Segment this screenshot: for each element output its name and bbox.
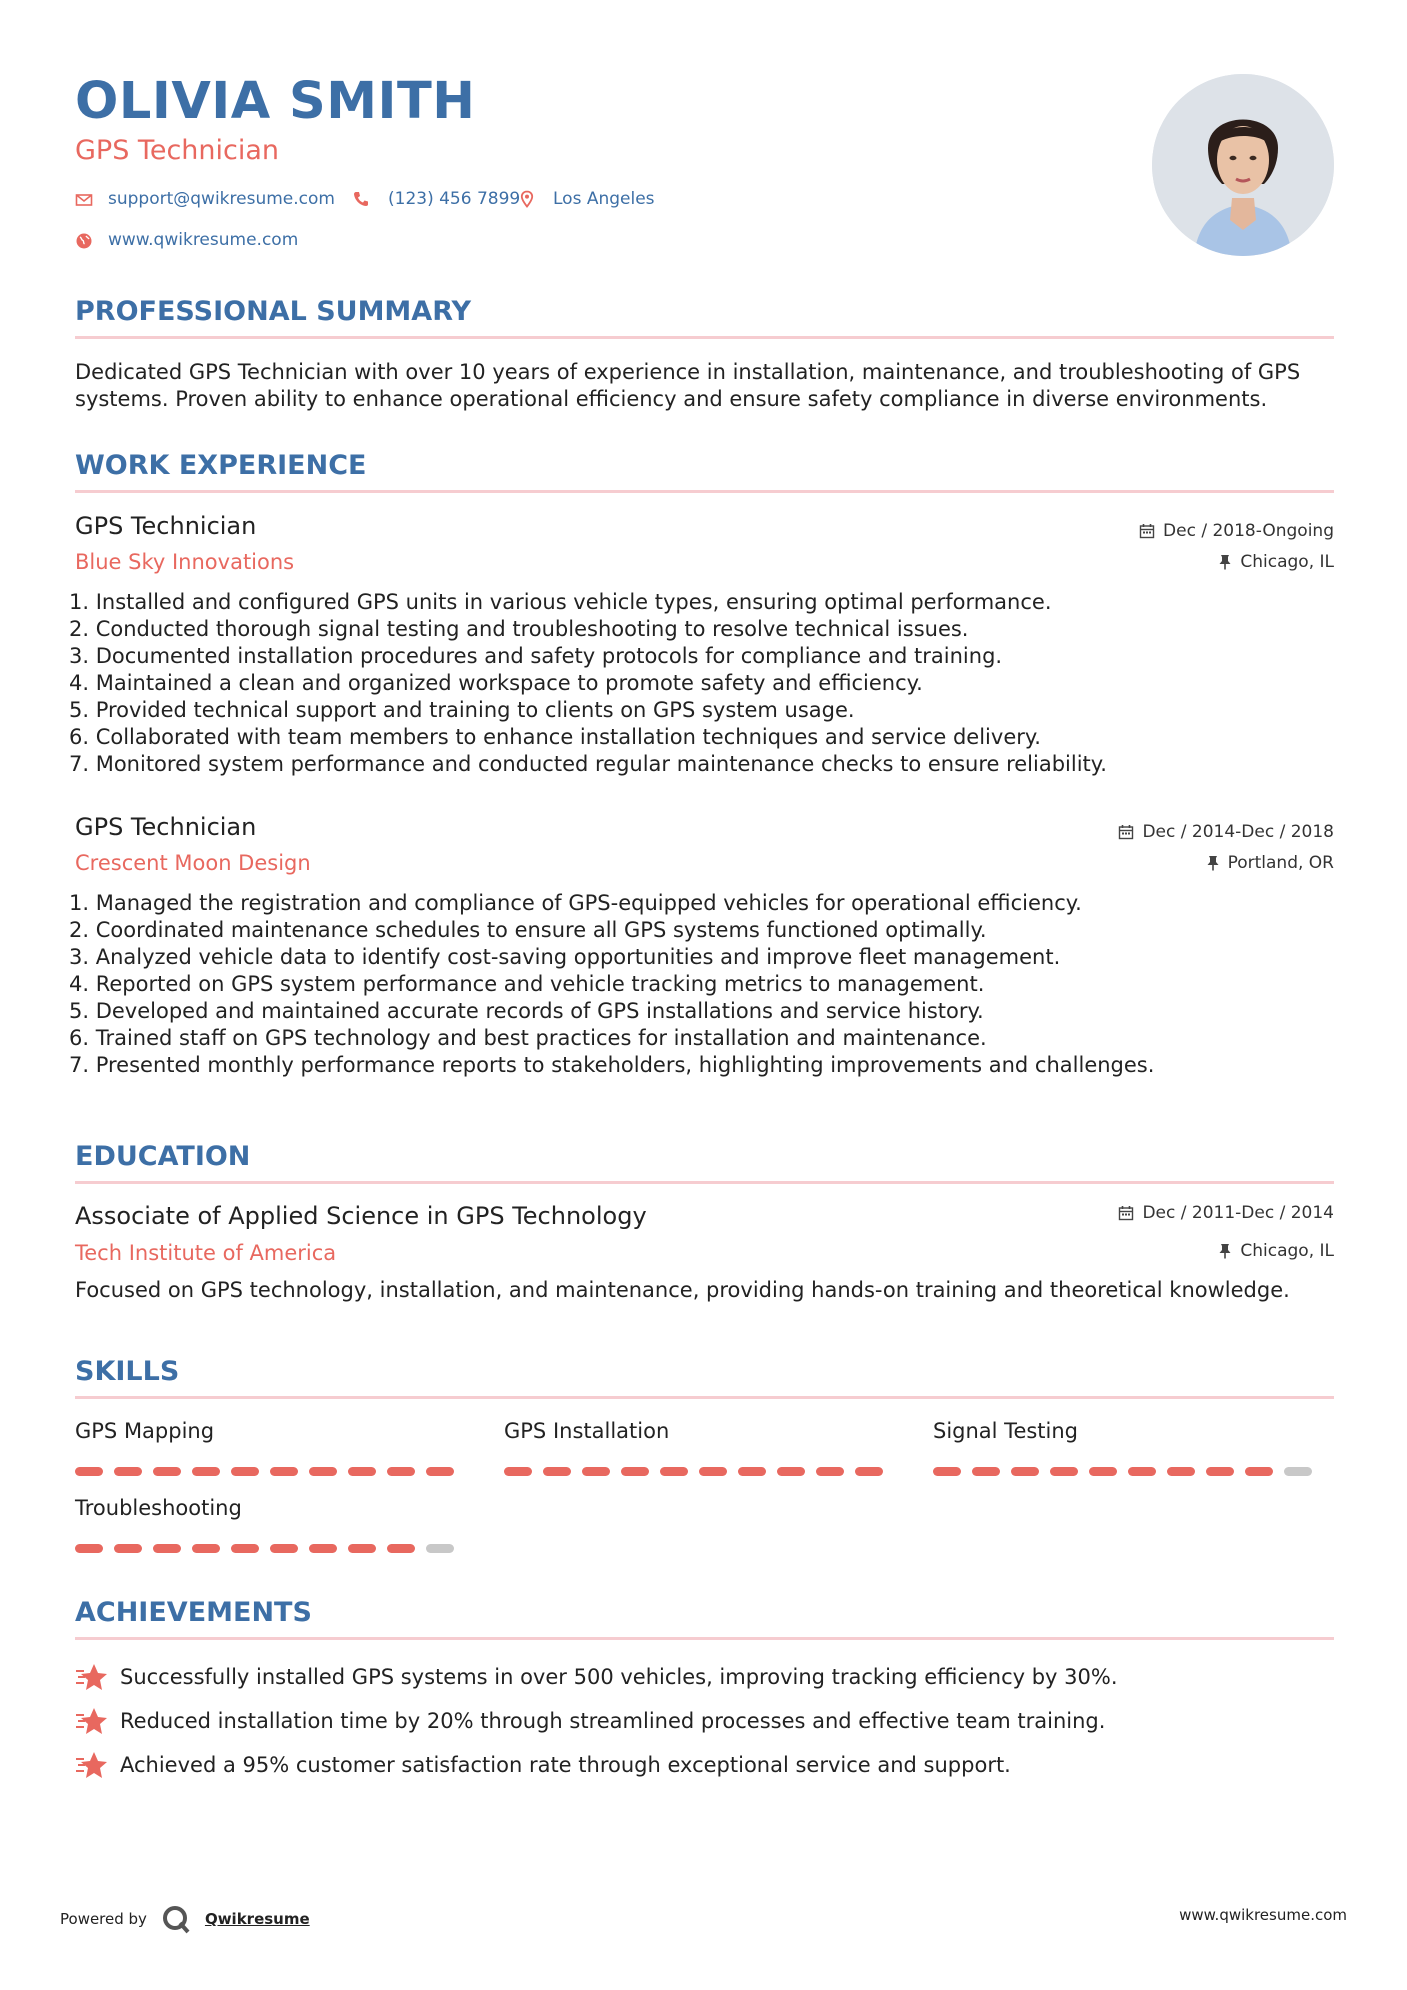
skill-segment-filled bbox=[348, 1467, 376, 1476]
job-location-text: Portland, OR bbox=[1227, 853, 1334, 873]
education-heading: EDUCATION bbox=[75, 1141, 251, 1172]
job-dates bbox=[1118, 822, 1334, 842]
avatar-portrait-icon bbox=[1152, 74, 1334, 256]
email-icon bbox=[75, 191, 93, 209]
skill-segment-filled bbox=[270, 1467, 298, 1476]
list-item: 5. Provided technical support and training to clients on GPS system usage. bbox=[69, 698, 855, 722]
skill-segment-filled bbox=[1206, 1467, 1234, 1476]
education-dates bbox=[1118, 1203, 1334, 1223]
list-item: 3. Analyzed vehicle data to identify cost-saving opportunities and improve fleet management. bbox=[69, 945, 1061, 969]
skill-segment-filled bbox=[231, 1544, 259, 1553]
job-dates-text: Dec / 2018-Ongoing bbox=[1163, 521, 1334, 541]
list-item: 5. Developed and maintained accurate records of GPS installations and service history. bbox=[69, 999, 984, 1023]
achievement-item bbox=[75, 1662, 1118, 1692]
star-award-icon bbox=[75, 1750, 108, 1780]
skills-heading: SKILLS bbox=[75, 1356, 180, 1387]
achievement-item bbox=[75, 1750, 1011, 1780]
list-item: 1. Managed the registration and compliance of GPS-equipped vehicles for operational efficiency. bbox=[69, 891, 1082, 915]
email-link[interactable]: support@qwikresume.com bbox=[108, 189, 335, 209]
skill-segment-filled bbox=[387, 1544, 415, 1553]
skill-segment-filled bbox=[1089, 1467, 1117, 1476]
location-text: Los Angeles bbox=[553, 189, 655, 209]
education-location-text: Chicago, IL bbox=[1240, 1241, 1334, 1261]
skill-segment-filled bbox=[153, 1467, 181, 1476]
skill-rating-bar bbox=[75, 1467, 454, 1476]
list-item: 2. Conducted thorough signal testing and troubleshooting to resolve technical issues. bbox=[69, 617, 969, 641]
job-title: GPS Technician bbox=[75, 813, 257, 841]
star-award-icon bbox=[75, 1662, 108, 1692]
skill-segment-filled bbox=[114, 1544, 142, 1553]
achievements-divider bbox=[75, 1637, 1334, 1640]
skill-name: Signal Testing bbox=[933, 1419, 1079, 1443]
skill-segment-filled bbox=[309, 1544, 337, 1553]
skill-segment-filled bbox=[543, 1467, 571, 1476]
achievement-item bbox=[75, 1706, 1105, 1736]
calendar-icon bbox=[1118, 1205, 1134, 1221]
job-dates-text: Dec / 2014-Dec / 2018 bbox=[1142, 822, 1334, 842]
achievement-text: Reduced installation time by 20% through streamlined processes and effective team training. bbox=[120, 1709, 1106, 1733]
job-company: Crescent Moon Design bbox=[75, 851, 311, 875]
skill-segment-filled bbox=[192, 1544, 220, 1553]
skill-segment-filled bbox=[75, 1544, 103, 1553]
avatar bbox=[1152, 74, 1334, 256]
experience-divider bbox=[75, 490, 1334, 493]
skill-segment-filled bbox=[621, 1467, 649, 1476]
calendar-icon bbox=[1139, 523, 1155, 539]
degree-title: Associate of Applied Science in GPS Technology bbox=[75, 1202, 647, 1230]
location-pin-icon bbox=[518, 190, 536, 208]
website-link[interactable]: www.qwikresume.com bbox=[108, 230, 299, 250]
skill-segment-filled bbox=[816, 1467, 844, 1476]
skill-segment-filled bbox=[387, 1467, 415, 1476]
skill-segment-filled bbox=[582, 1467, 610, 1476]
calendar-icon bbox=[1118, 824, 1134, 840]
skill-segment-filled bbox=[1128, 1467, 1156, 1476]
skill-segment-filled bbox=[231, 1467, 259, 1476]
pushpin-icon bbox=[1218, 554, 1232, 570]
skill-segment-filled bbox=[75, 1467, 103, 1476]
experience-heading: WORK EXPERIENCE bbox=[75, 450, 367, 481]
list-item: 3. Documented installation procedures and safety protocols for compliance and training. bbox=[69, 644, 1003, 668]
star-award-icon bbox=[75, 1706, 108, 1736]
list-item: 4. Maintained a clean and organized workspace to promote safety and efficiency. bbox=[69, 671, 923, 695]
skill-segment-filled bbox=[426, 1467, 454, 1476]
summary-heading: PROFESSIONAL SUMMARY bbox=[75, 296, 472, 327]
skill-segment-filled bbox=[855, 1467, 883, 1476]
list-item: 6. Collaborated with team members to enhance installation techniques and service delivery. bbox=[69, 725, 1041, 749]
achievement-text: Successfully installed GPS systems in over 500 vehicles, improving tracking efficiency by 30%. bbox=[120, 1665, 1118, 1689]
summary-text: Dedicated GPS Technician with over 10 years of experience in installation, maintenance, and troubleshooting of GPS systems. Proven ability to enhance operational efficiency and ensure safety compliance in diverse environments. bbox=[75, 360, 1301, 411]
achievement-text: Achieved a 95% customer satisfaction rate through exceptional service and support. bbox=[120, 1753, 1011, 1777]
skill-segment-filled bbox=[777, 1467, 805, 1476]
list-item: 2. Coordinated maintenance schedules to ensure all GPS systems functioned optimally. bbox=[69, 918, 987, 942]
job-bullets bbox=[69, 890, 1329, 1079]
skill-segment-empty bbox=[426, 1544, 454, 1553]
skill-segment-filled bbox=[504, 1467, 532, 1476]
candidate-role: GPS Technician bbox=[75, 135, 280, 166]
list-item: 7. Presented monthly performance reports to stakeholders, highlighting improvements and challenges. bbox=[69, 1053, 1155, 1077]
list-item: 6. Trained staff on GPS technology and best practices for installation and maintenance. bbox=[69, 1026, 987, 1050]
summary-divider bbox=[75, 336, 1334, 339]
skill-name: GPS Installation bbox=[504, 1419, 670, 1443]
skill-name: GPS Mapping bbox=[75, 1419, 215, 1443]
skill-rating-bar bbox=[933, 1467, 1312, 1476]
job-location-text: Chicago, IL bbox=[1240, 552, 1334, 572]
skill-segment-filled bbox=[738, 1467, 766, 1476]
pushpin-icon bbox=[1206, 855, 1220, 871]
skill-segment-filled bbox=[1245, 1467, 1273, 1476]
job-title: GPS Technician bbox=[75, 512, 257, 540]
skill-segment-filled bbox=[348, 1544, 376, 1553]
list-item: 1. Installed and configured GPS units in various vehicle types, ensuring optimal performance. bbox=[69, 590, 1052, 614]
job-dates bbox=[1139, 521, 1334, 541]
phone-number[interactable]: (123) 456 7899 bbox=[388, 189, 521, 209]
list-item: 7. Monitored system performance and conducted regular maintenance checks to ensure reliability. bbox=[69, 752, 1107, 776]
job-location bbox=[1218, 552, 1334, 572]
school-name: Tech Institute of America bbox=[75, 1241, 337, 1265]
footer-url[interactable]: www.qwikresume.com bbox=[1179, 1906, 1347, 1924]
skill-name: Troubleshooting bbox=[75, 1496, 242, 1520]
job-bullets bbox=[69, 589, 1329, 778]
skill-rating-bar bbox=[75, 1544, 454, 1553]
education-location bbox=[1218, 1241, 1334, 1261]
powered-by-label: Powered by bbox=[60, 1910, 147, 1928]
footer-brand-link[interactable]: Qwikresume bbox=[204, 1910, 310, 1928]
skill-segment-filled bbox=[1011, 1467, 1039, 1476]
globe-icon bbox=[75, 232, 93, 250]
skill-segment-filled bbox=[309, 1467, 337, 1476]
skill-rating-bar bbox=[504, 1467, 883, 1476]
pushpin-icon bbox=[1218, 1243, 1232, 1259]
skill-segment-empty bbox=[1284, 1467, 1312, 1476]
footer-powered-by bbox=[60, 1904, 310, 1934]
skill-segment-filled bbox=[1167, 1467, 1195, 1476]
achievements-heading: ACHIEVEMENTS bbox=[75, 1597, 312, 1628]
education-dates-text: Dec / 2011-Dec / 2014 bbox=[1142, 1203, 1334, 1223]
skill-segment-filled bbox=[192, 1467, 220, 1476]
job-location bbox=[1206, 853, 1334, 873]
skill-segment-filled bbox=[1050, 1467, 1078, 1476]
education-description: Focused on GPS technology, installation, and maintenance, providing hands-on training and theoretical knowledge. bbox=[75, 1278, 1290, 1302]
skill-segment-filled bbox=[699, 1467, 727, 1476]
candidate-name: OLIVIA SMITH bbox=[75, 72, 476, 131]
skill-segment-filled bbox=[153, 1544, 181, 1553]
job-company: Blue Sky Innovations bbox=[75, 550, 295, 574]
qwikresume-logo-icon bbox=[161, 1904, 191, 1934]
skill-segment-filled bbox=[660, 1467, 688, 1476]
education-divider bbox=[75, 1181, 1334, 1184]
skill-segment-filled bbox=[933, 1467, 961, 1476]
phone-icon bbox=[352, 190, 370, 208]
skill-segment-filled bbox=[114, 1467, 142, 1476]
skills-divider bbox=[75, 1396, 1334, 1399]
skill-segment-filled bbox=[972, 1467, 1000, 1476]
list-item: 4. Reported on GPS system performance and vehicle tracking metrics to management. bbox=[69, 972, 985, 996]
skill-segment-filled bbox=[270, 1544, 298, 1553]
